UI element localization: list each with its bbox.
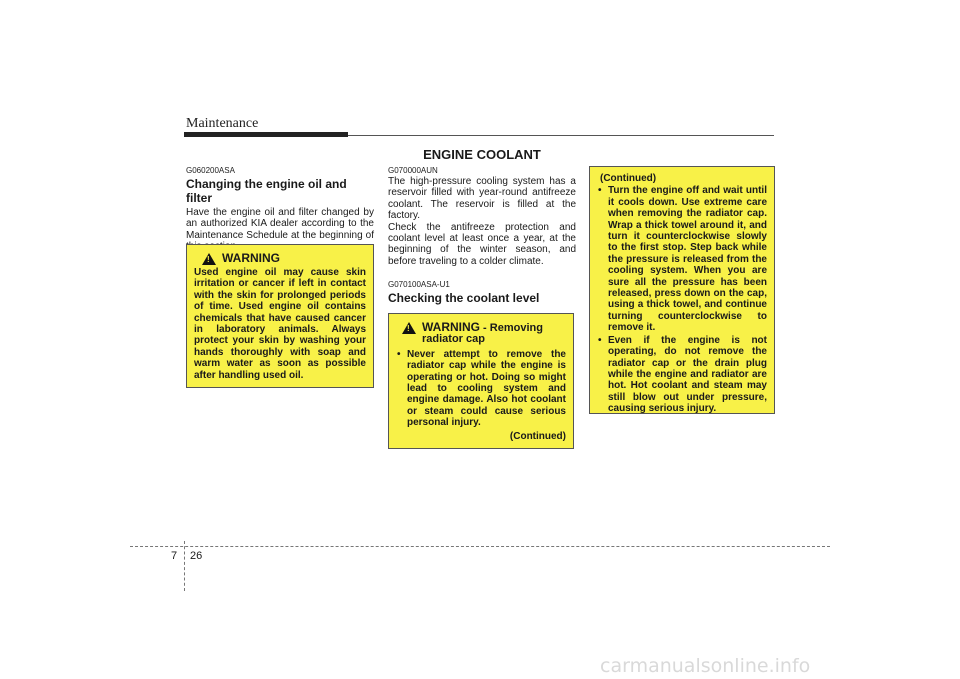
watermark-text: carmanualsonline.info [600, 655, 811, 677]
footer-divider [184, 541, 185, 591]
section-code: G070100ASA-U1 [388, 280, 450, 290]
body-paragraph: Have the engine oil and filter changed by an authorized KIA dealer according to the Maintenance Schedule at the beginning of [186, 207, 374, 241]
section-heading: Changing the engine oil and filter [186, 177, 347, 205]
section-heading: Checking the coolant level [388, 291, 540, 306]
warning-subtitle-line2: radiator cap [422, 333, 485, 346]
column-1 [186, 166, 374, 253]
continued-label: (Continued) [509, 430, 566, 442]
warning-subtitle: - Removing [480, 322, 543, 334]
section-code: G070000AUN [388, 166, 438, 175]
warning-bullet: • Even if the engine is not operating, do not remove the radiator cap or the drain plug while the engine and radiator are hot. Hot coolant and steam may still blow out under pressure, causing serious injury. [597, 335, 767, 415]
warning-title: WARNING [422, 320, 480, 334]
body-paragraph: Check the antifreeze protection and coolant level at least once a year, at the beginning of the winter season, and before traveling to a colder climate. [388, 221, 576, 267]
header-rule-thick [184, 132, 348, 137]
column-2 [388, 166, 576, 305]
warning-text: Used engine oil may cause skin irritation or cancer if left in contact with the skin for prolonged periods of time. Used engine oil contains chemicals that have caused cancer in laboratory animals. Always protect your skin by washing your hands thoroughly with soap and warm water as soon as possible after handling used oil. [194, 267, 366, 381]
warning-bullet: • Never attempt to remove the radiator cap while the engine is operating or hot. Doing so might lead to cooling system and engine damage. Also hot coolant or steam could cause serious personal injury. [396, 349, 566, 429]
body-paragraph: The high-pressure cooling system has a reservoir filled with year-round antifreeze coolant. The reservoir is filled at the factory. [388, 176, 576, 222]
warning-bullets [396, 349, 566, 429]
page-number: 26 [190, 550, 203, 562]
warning-bullet: • Turn the engine off and wait until it cools down. Use extreme care when removing the radiator cap. Wrap a thick towel around it, and turn it counterclockwise slowly to the first stop. Step back while the pressure is released from the cooling system. When you are sure all the pressure has been released, press down on the cap, using a thick towel, and continue turning counterclockwise to remove it. [597, 185, 767, 333]
warning-box-radiator-cap [388, 313, 574, 449]
warning-header [202, 253, 366, 265]
warning-triangle-icon [202, 253, 216, 265]
section-code: G060200ASA [186, 166, 235, 175]
chapter-number: 7 [171, 550, 178, 562]
warning-bullets [597, 185, 767, 414]
section-title: ENGINE COOLANT [423, 147, 541, 162]
continued-label: (Continued) [600, 173, 657, 184]
warning-triangle-icon [402, 322, 416, 334]
warning-title: WARNING [222, 251, 280, 266]
header-rule-thin [348, 135, 774, 136]
warning-box-continued [589, 166, 775, 414]
page-header-title: Maintenance [186, 116, 259, 131]
footer-rule [130, 546, 830, 547]
warning-box-engine-oil [186, 244, 374, 388]
